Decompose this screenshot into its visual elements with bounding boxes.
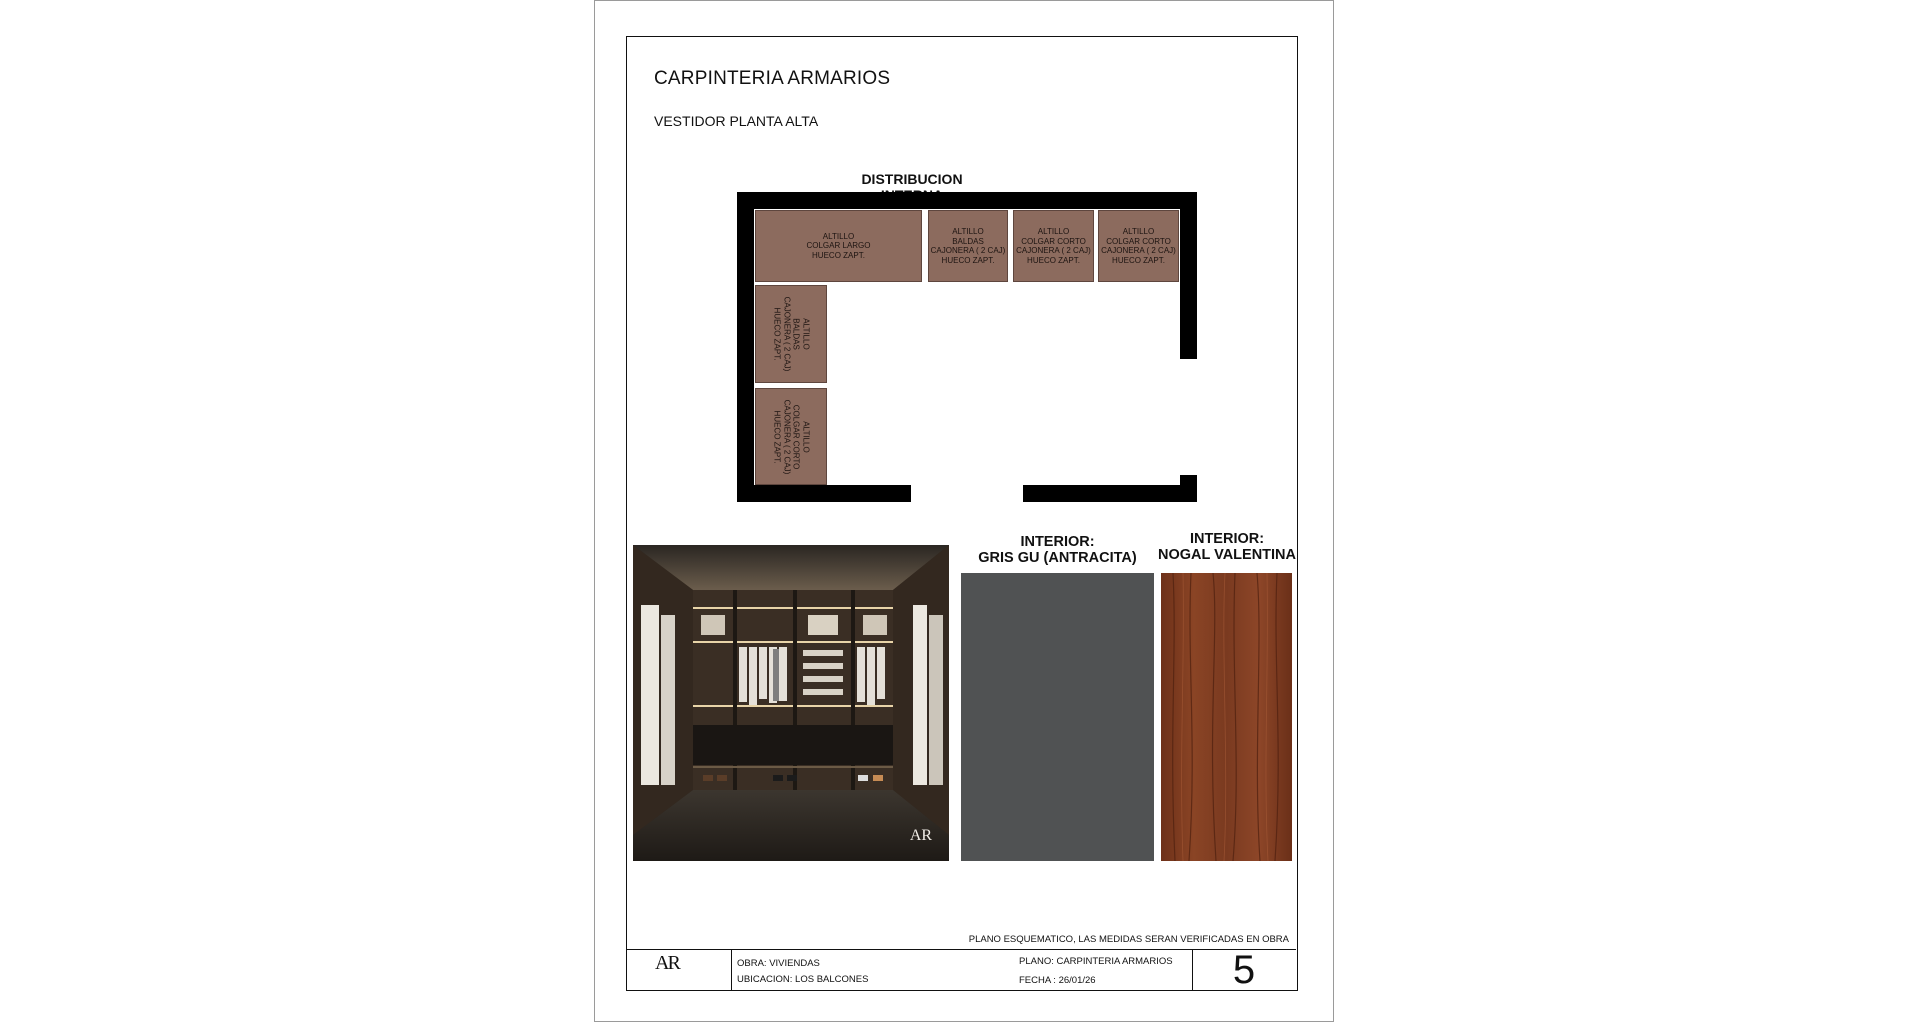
title-block-divider [731,950,732,990]
obra-field: OBRA: VIVIENDAS [737,958,820,969]
module-label: ALTILLO BALDAS CAJONERA ( 2 CAJ) HUECO ZAPT. [930,227,1006,265]
sheet-frame [626,36,1298,991]
sheet-title: CARPINTERIA ARMARIOS [654,68,891,89]
module-label: ALTILLO COLGAR CORTO CAJONERA ( 2 CAJ) HUECO ZAPT. [772,399,810,474]
module-label: ALTILLO BALDAS CAJONERA ( 2 CAJ) HUECO ZAPT. [772,296,810,372]
walnut-texture [1161,573,1292,861]
closet-reference-photo [633,545,949,861]
photo-watermark-logo: AR [909,827,933,844]
module-colgar-largo [755,210,922,282]
ubicacion-field: UBICACION: LOS BALCONES [737,974,869,985]
module-label: ALTILLO COLGAR CORTO CAJONERA ( 2 CAJ) HUECO ZAPT. [1016,227,1091,265]
wall-bottom-left [737,485,911,502]
material-swatch-gris [961,573,1154,861]
module-baldas-top [928,210,1008,282]
plano-field: PLANO: CARPINTERIA ARMARIOS [1019,956,1173,967]
wall-left [737,192,754,502]
material-label-nogal: INTERIOR: NOGAL VALENTINA [1157,531,1297,563]
module-colgar-corto-1 [1013,210,1094,282]
title-block [627,949,1296,990]
drawing-sheet [594,0,1334,1022]
module-label: ALTILLO COLGAR CORTO CAJONERA ( 2 CAJ) HUECO ZAPT. [1101,227,1176,265]
wall-bottom-right [1023,485,1197,502]
wall-top [737,192,1197,209]
module-label: ALTILLO COLGAR LARGO HUECO ZAPT. [806,231,871,260]
sheet-subtitle: VESTIDOR PLANTA ALTA [654,113,819,129]
studio-logo: AR [655,952,679,974]
module-colgar-corto-left [755,388,827,485]
material-swatch-nogal [1161,573,1292,861]
module-baldas-left [755,285,827,383]
material-label-gris: INTERIOR: GRIS GU (ANTRACITA) [978,534,1137,566]
sheet-number: 5 [1232,948,1256,992]
module-colgar-corto-2 [1098,210,1179,282]
fecha-field: FECHA : 26/01/26 [1019,975,1096,986]
schematic-note: PLANO ESQUEMATICO, LAS MEDIDAS SERAN VERIFICADAS EN OBRA [968,934,1289,945]
plan-title: DISTRIBUCION [861,171,963,187]
floor-plan [737,192,1197,502]
closet-render-image [633,545,949,861]
wall-right-upper [1180,192,1197,359]
